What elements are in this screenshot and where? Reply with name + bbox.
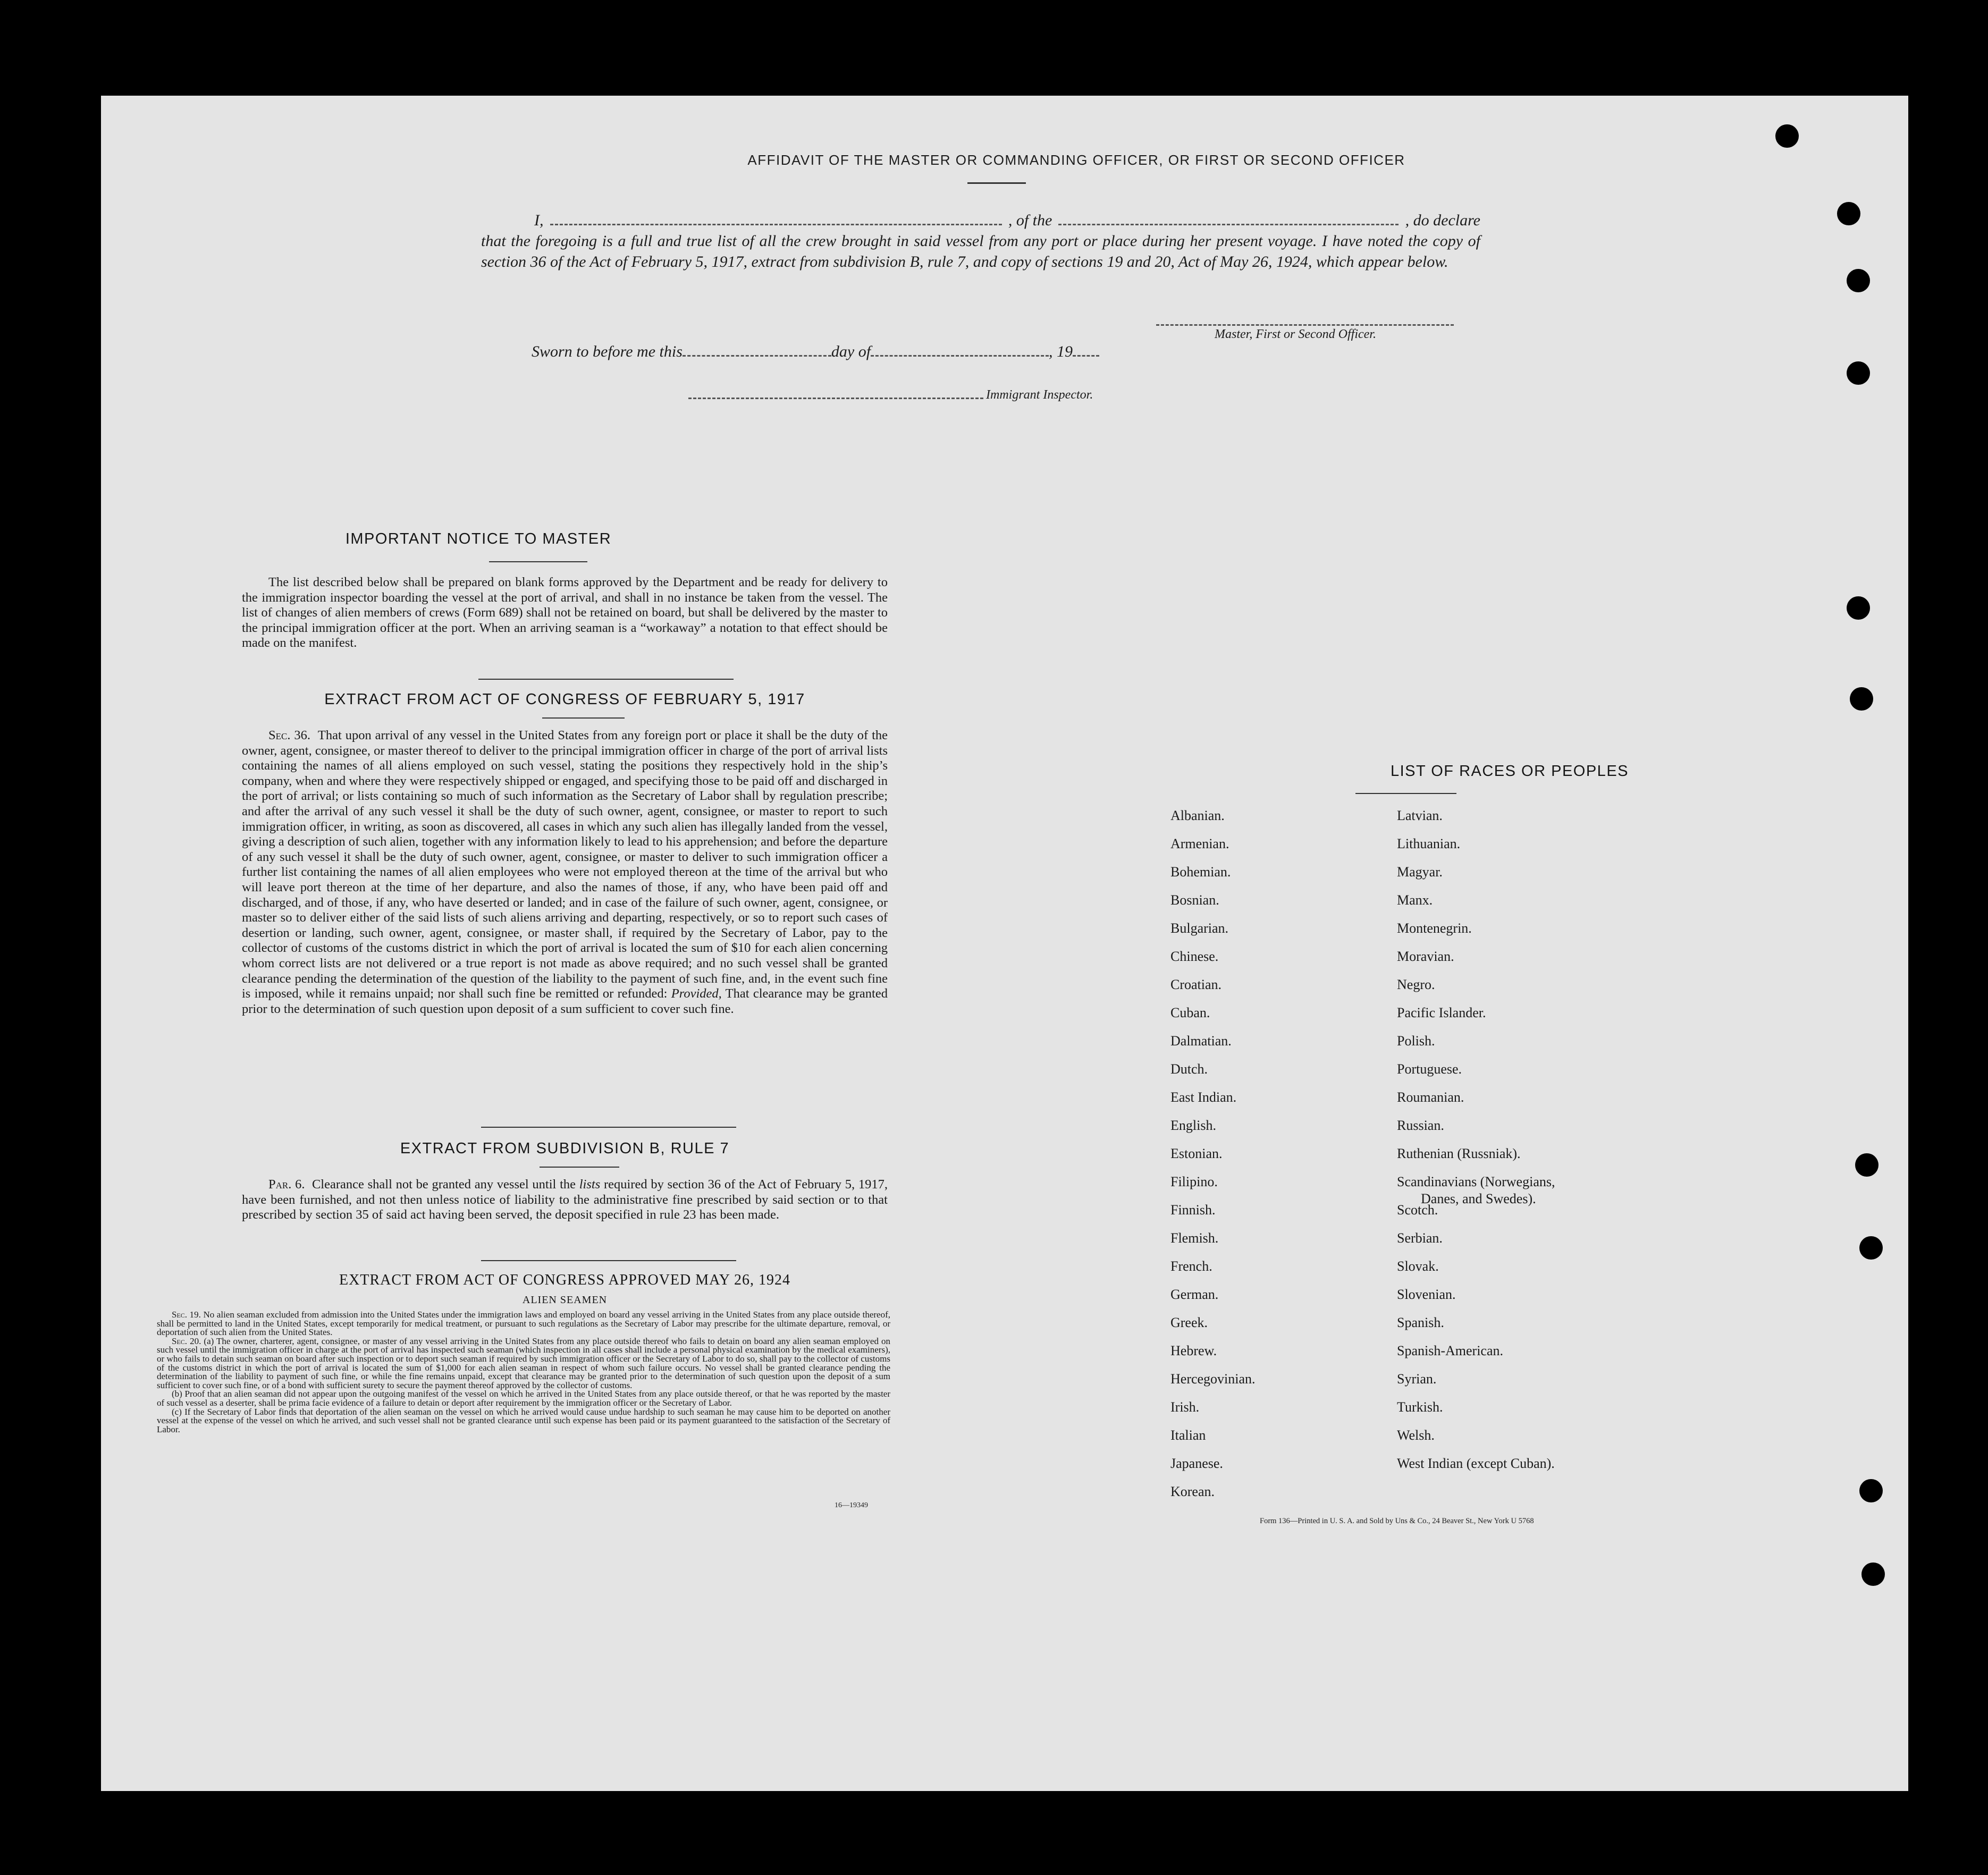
race-item: English. (1170, 1118, 1216, 1133)
race-item: East Indian. (1170, 1089, 1237, 1105)
affidavit-declaration (481, 210, 1480, 272)
notice-body (242, 575, 888, 651)
race-item: Ruthenian (Russniak). (1397, 1146, 1521, 1161)
race-item: Bulgarian. (1170, 920, 1229, 936)
sworn-line (532, 343, 1099, 361)
race-item: Albanian. (1170, 808, 1225, 823)
race-item: Moravian. (1397, 949, 1454, 964)
race-item: Pacific Islander. (1397, 1005, 1486, 1020)
notice-text: The list described below shall be prepared on blank forms approved by the Department and be ready for delivery to the immigration inspector boarding the vessel at the port of arrival, and shall in no instance be taken from the vessel. The list of changes of alien members of crews (Form 689) shall not be retained on board, but shall be delivered by the master to the principal immigration officer at the port. When an arriving seaman is a “workaway” a notation to that effect should be made on the manifest. (242, 575, 888, 651)
binder-hole (1847, 269, 1870, 292)
form-sheet (101, 96, 1908, 1791)
binder-hole (1847, 361, 1870, 385)
race-item: Flemish. (1170, 1230, 1219, 1246)
sec-19-label: Sec. 19. (172, 1310, 201, 1320)
race-item: Dutch. (1170, 1061, 1208, 1077)
race-item: Hebrew. (1170, 1343, 1217, 1358)
section-divider (481, 1260, 736, 1261)
race-item: Syrian. (1397, 1371, 1437, 1387)
par-6-label: Par. 6. (268, 1177, 305, 1192)
race-item: French. (1170, 1259, 1212, 1274)
race-item: Chinese. (1170, 949, 1219, 964)
print-code: 16—19349 (835, 1501, 868, 1509)
sworn-year-blank[interactable] (1073, 344, 1099, 357)
form-footer-note: Form 136—Printed in U. S. A. and Sold by Uns & Co., 24 Beaver St., New York U 5768 (1260, 1517, 1534, 1525)
race-item: Welsh. (1397, 1428, 1435, 1443)
sworn-prefix: Sworn to before me this (532, 343, 683, 360)
race-item: Cuban. (1170, 1005, 1210, 1020)
notice-rule (489, 561, 587, 562)
race-item: Estonian. (1170, 1146, 1223, 1161)
declaration-declare: , do declare (1405, 212, 1480, 229)
race-item: Scandinavians (Norwegians, (1397, 1174, 1555, 1189)
race-item: Bosnian. (1170, 892, 1219, 908)
race-item: Danes, and Swedes). (1421, 1191, 1536, 1206)
extract-rule7-body (242, 1177, 888, 1223)
race-item: German. (1170, 1287, 1219, 1302)
binder-hole (1847, 596, 1870, 620)
sec-36-text: That upon arrival of any vessel in the United States from any foreign port or place it shall be the duty of the owner, agent, consignee, or master thereof to deliver to the principal immigration officer in charge of the port of arrival lists containing the names of all aliens employed on such vessel, stating the positions they respectively hold in the ship’s company, when and where they were respectively shipped or engaged, and specifying those to be paid off and discharged in the port of arrival; or lists containing so much of such information as the Secretary of Labor shall by regulation prescribe; and after the arrival of any such vessel it shall be the duty of such owner, agent, consignee, or master to report to such immigration officer, in writing, as soon as discovered, all cases in which any such alien has illegally landed from the vessel, giving a description of such alien, together with any information likely to lead to his apprehension; and before the departure of any such vessel it shall be the duty of such owner, agent, consignee, or master to deliver to such immigration officer a further list containing the names of all alien employees who were not employed thereon at the time of the arrival but who will leave port thereon at the time of her departure, and also the names of those, if any, who have been paid off and discharged, and of those, if any, who have deserted or landed; and in case of the failure of such owner, agent, consignee, or master so to deliver either of the said lists of such aliens arriving and departing, respectively, or so to report such cases of desertion or landing, such owner, agent, consignee, or master shall, if required by the Secretary of Labor, pay to the collector of customs of the customs district in which the port of arrival is located the sum of $10 for each alien concerning whom correct lists are not delivered or a true report is not made as above required; and no such vessel shall be granted clearance pending the determination of the question of the liability to the payment of such fine, and, in the event such fine is imposed, while it remains unpaid; nor shall such fine be remitted or refunded: (242, 728, 888, 1001)
race-item: Manx. (1397, 892, 1433, 908)
sec-20c (157, 1408, 890, 1434)
binder-hole (1855, 1153, 1879, 1177)
extract-rule7-title: EXTRACT FROM SUBDIVISION B, RULE 7 (400, 1140, 730, 1157)
race-item: Slovenian. (1397, 1287, 1456, 1302)
race-item: Greek. (1170, 1315, 1208, 1330)
sec-20c-text: (c) If the Secretary of Labor finds that deportation of the alien seaman on the vessel on which he arrived would cause undue hardship to such seaman he may cause him to be deported on another vessel at the expense of the vessel on which he arrived, and such vessel shall not be granted clearance until such expense has been paid or its payment guaranteed to the satisfaction of the Secretary of Labor. (157, 1406, 890, 1434)
inspector-caption: Immigrant Inspector. (986, 388, 1093, 402)
declaration-of-the: , of the (1008, 212, 1052, 229)
sec-20a-text: (a) The owner, charterer, agent, consignee, or master of any vessel arriving in the United States from any place outside thereof who fails to detain on board any alien seaman employed on such vessel until the immigration officer in charge at the port of arrival has inspected such seaman (which inspection in all cases shall include a personal physical examination by the medical examiners), or who fails to detain such seaman on board after such inspection or to deport such seaman if required by such immigration officer or the Secretary of Labor to do so, shall pay to the collector of customs of the customs district in which the port of arrival is located the sum of $1,000 for each alien seaman in respect of whom such failure occurs. No vessel shall be granted clearance pending the determination of the liability to payment of such fine, or while the fine remains unpaid, except that clearance may be granted prior to the determination of such question upon the deposit of a sum sufficient to cover such fine, or of a bond with sufficient surety to secure the payment thereof approved by the collector of customs. (157, 1336, 891, 1390)
race-item: Korean. (1170, 1484, 1215, 1499)
title-rule (967, 182, 1026, 184)
race-item: Turkish. (1397, 1399, 1443, 1415)
section-divider (481, 1127, 736, 1128)
section-divider (478, 679, 734, 680)
race-item: Dalmatian. (1170, 1033, 1232, 1049)
binder-hole (1861, 1562, 1885, 1586)
binder-hole (1775, 124, 1799, 148)
race-item: Slovak. (1397, 1259, 1439, 1274)
race-item: Serbian. (1397, 1230, 1443, 1246)
race-item: Japanese. (1170, 1456, 1223, 1471)
declaration-body: that the foregoing is a full and true list of all the crew brought in said vessel from any port or place during her present voyage. I have noted the copy of section 36 of the Act of February 5, 1917, extract from subdivision B, rule 7, and copy of sections 19 and 20, Act of May 26, 1924, which appear below. (481, 232, 1480, 271)
race-item: Finnish. (1170, 1202, 1216, 1218)
extract-rule7-rule (540, 1167, 619, 1168)
sec-19-text: No alien seaman excluded from admission into the United States under the immigration laws and employed on board any vessel arriving in the United States from any place outside thereof, shall be permitted to land in the United States, except temporarily for medical treatment, or pursuant to such regulations as the Secretary of Labor may prescribe for the ultimate departure, removal, or deportation of such alien from the United States. (157, 1310, 891, 1338)
declaration-first-line (481, 210, 1480, 231)
notice-title: IMPORTANT NOTICE TO MASTER (345, 530, 612, 547)
sec-20a (157, 1337, 890, 1390)
binder-hole (1850, 687, 1873, 711)
extract-1917-title: EXTRACT FROM ACT OF CONGRESS OF FEBRUARY 5, 1917 (324, 691, 805, 708)
master-signature-caption: Master, First or Second Officer. (1215, 327, 1376, 341)
sworn-day-label: day of (831, 343, 871, 360)
race-item: Armenian. (1170, 836, 1229, 851)
race-item: Italian (1170, 1428, 1206, 1443)
race-item: Latvian. (1397, 808, 1443, 823)
inspector-signature-line[interactable] (688, 398, 983, 399)
race-item: Polish. (1397, 1033, 1435, 1049)
extract-1917-rule (542, 717, 625, 719)
race-item: Lithuanian. (1397, 836, 1461, 851)
sec-36-label: Sec. 36. (268, 728, 311, 742)
extract-1917-body (242, 728, 888, 1017)
par-6-text-b: required by section 36 of the Act of February 5, 1917, have been furnished, and not then unless notice of liability to the administrative fine prescribed by said section or to that prescribed by section 35 of said act having been served, the deposit specified in rule 23 has been made. (242, 1177, 888, 1222)
race-item: Spanish-American. (1397, 1343, 1504, 1358)
race-item: Bohemian. (1170, 864, 1231, 880)
extract-1924-title: EXTRACT FROM ACT OF CONGRESS APPROVED MAY 26, 1924 (339, 1272, 790, 1288)
binder-hole (1859, 1479, 1883, 1502)
race-item: Roumanian. (1397, 1089, 1464, 1105)
race-item: West Indian (except Cuban). (1397, 1456, 1555, 1471)
race-item: Spanish. (1397, 1315, 1444, 1330)
declaration-lead: I, (534, 212, 544, 229)
race-item: Portuguese. (1397, 1061, 1462, 1077)
par-6-text-a: Clearance shall not be granted any vessel until the (311, 1177, 576, 1192)
provided-word: Provided, (671, 986, 722, 1001)
race-item: Montenegrin. (1397, 920, 1472, 936)
binder-hole (1859, 1236, 1883, 1260)
race-item: Magyar. (1397, 864, 1443, 880)
vessel-blank[interactable] (1058, 212, 1399, 225)
race-item: Negro. (1397, 977, 1435, 992)
binder-hole (1837, 202, 1860, 225)
races-title: LIST OF RACES OR PEOPLES (1390, 763, 1629, 780)
sec-36-text-end: That clearance may be granted prior to the determination of such question upon deposit of a sum sufficient to cover such fine. (242, 986, 888, 1016)
race-item: Croatian. (1170, 977, 1222, 992)
sec-19 (157, 1311, 890, 1337)
sec-20-label: Sec. 20. (172, 1336, 201, 1346)
sec-20b-text: (b) Proof that an alien seaman did not appear upon the outgoing manifest of the vessel on which he arrived in the United States from any place outside thereof, or that he was reported by the master of such vessel as a deserter, shall be prima facie evidence of a failure to detain or deport after requirement by the immigration officer or the Secretary of Labor. (157, 1389, 890, 1408)
sworn-month-blank[interactable] (871, 344, 1049, 357)
races-rule (1355, 793, 1456, 794)
extract-1924-body (157, 1311, 890, 1434)
race-item: Hercegovinian. (1170, 1371, 1256, 1387)
sworn-year-label: , 19 (1049, 343, 1073, 360)
master-signature-line[interactable] (1156, 324, 1454, 326)
sec-20b (157, 1390, 890, 1407)
race-item: Scotch. (1397, 1202, 1438, 1218)
race-item: Irish. (1170, 1399, 1200, 1415)
extract-1924-subtitle: ALIEN SEAMEN (522, 1294, 608, 1306)
name-blank[interactable] (550, 212, 1002, 225)
race-item: Filipino. (1170, 1174, 1218, 1189)
affidavit-title: AFFIDAVIT OF THE MASTER OR COMMANDING OFFICER, OR FIRST OR SECOND OFFICER (747, 152, 1405, 168)
lists-word: lists (579, 1177, 601, 1192)
race-item: Russian. (1397, 1118, 1444, 1133)
sworn-day-blank[interactable] (683, 344, 831, 357)
